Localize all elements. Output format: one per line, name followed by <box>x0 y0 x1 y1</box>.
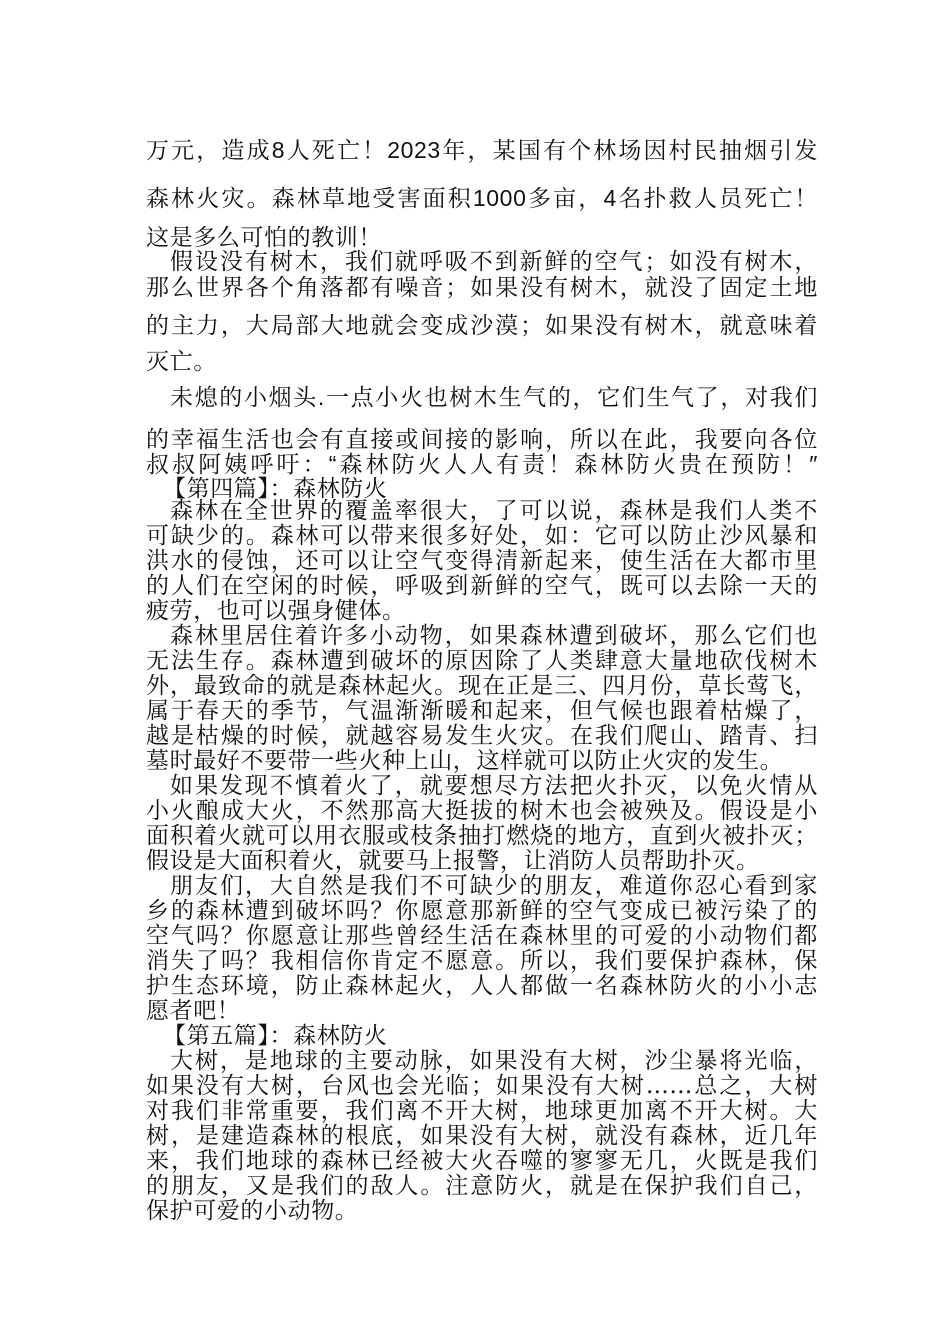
text-line: 的主力，大局部大地就会变成沙漠；如果没有树木，就意味着 <box>146 312 818 338</box>
text-line: 乡的森林遭到破坏吗？你愿意那新鲜的空气变成已被污染了的 <box>146 898 818 924</box>
section-heading-5: 【第五篇】：森林防火 <box>163 1023 388 1049</box>
text-line: 疲劳，也可以强身健体。 <box>146 598 406 624</box>
text-line: 这是多么可怕的教训！ <box>146 224 382 250</box>
text-line: 未熄的小烟头.一点小火也树木生气的，它们生气了，对我们 <box>170 384 818 410</box>
text-line: 来，我们地球的森林已经被大火吞噬的寥寥无几，火既是我们 <box>146 1148 818 1174</box>
text-line: 护生态环境，防止森林起火，人人都做一名森林防火的小小志 <box>146 973 818 999</box>
text-line: 灭亡。 <box>146 348 217 374</box>
text-line: 森林里居住着许多小动物，如果森林遭到破坏，那么它们也 <box>170 623 818 649</box>
text-line: 无法生存。森林遭到破坏的原因除了人类肆意大量地砍伐树木 <box>146 648 818 674</box>
text-line: 如果没有大树，台风也会光临；如果没有大树……总之，大树 <box>146 1073 818 1099</box>
text-line: 可缺少的。森林可以带来很多好处，如：它可以防止沙风暴和 <box>146 523 818 549</box>
section-heading-4: 【第四篇】：森林防火 <box>163 476 388 502</box>
text-line: 万元，造成8人死亡！2023年，某国有个林场因村民抽烟引发 <box>146 137 818 163</box>
text-line: 森林在全世界的覆盖率很大，了可以说，森林是我们人类不 <box>170 498 818 524</box>
text-line: 那么世界各个角落都有噪音；如果没有树木，就没了固定土地 <box>146 274 818 300</box>
text-line: 树，是建造森林的根底，如果没有大树，就没有森林，近几年 <box>146 1123 818 1149</box>
text-line: 叔叔阿姨呼吁：“森林防火人人有责！森林防火贵在预防！″ <box>146 451 818 477</box>
text-line: 的朋友，又是我们的敌人。注意防火，就是在保护我们自己， <box>146 1173 818 1199</box>
text-line: 的幸福生活也会有直接或间接的影响，所以在此，我要向各位 <box>146 426 818 452</box>
text-line: 森林火灾。森林草地受害面积1000多亩，4名扑救人员死亡！ <box>146 185 818 211</box>
text-line: 的人们在空闲的时候，呼吸到新鲜的空气，既可以去除一天的 <box>146 573 818 599</box>
text-line: 墓时最好不要带一些火种上山，这样就可以防止火灾的发生。 <box>146 748 784 774</box>
text-line: 空气吗？你愿意让那些曾经生活在森林里的可爱的小动物们都 <box>146 923 818 949</box>
text-line: 消失了吗？我相信你肯定不愿意。所以，我们要保护森林，保 <box>146 948 818 974</box>
text-line: 对我们非常重要，我们离不开大树，地球更加离不开大树。大 <box>146 1098 818 1124</box>
text-line: 面积着火就可以用衣服或枝条抽打燃烧的地方，直到火被扑灭； <box>146 823 818 849</box>
text-line: 愿者吧！ <box>146 998 241 1024</box>
text-line: 保护可爱的小动物。 <box>146 1198 359 1224</box>
text-line: 如果发现不慎着火了，就要想尽方法把火扑灭，以免火情从 <box>170 773 818 799</box>
text-line: 属于春天的季节，气温渐渐暖和起来，但气候也跟着枯燥了， <box>146 698 818 724</box>
text-line: 朋友们，大自然是我们不可缺少的朋友，难道你忍心看到家 <box>170 873 818 899</box>
text-line: 越是枯燥的时候，就越容易发生火灾。在我们爬山、踏青、扫 <box>146 723 818 749</box>
text-line: 假设是大面积着火，就要马上报警，让消防人员帮助扑灭。 <box>146 848 760 874</box>
text-line: 洪水的侵蚀，还可以让空气变得清新起来，使生活在大都市里 <box>146 548 818 574</box>
text-line: 假设没有树木，我们就呼吸不到新鲜的空气；如没有树木， <box>170 248 818 274</box>
text-line: 外，最致命的就是森林起火。现在正是三、四月份，草长莺飞， <box>146 673 818 699</box>
text-line: 小火酿成大火，不然那高大挺拔的树木也会被殃及。假设是小 <box>146 798 818 824</box>
text-line: 大树，是地球的主要动脉，如果没有大树，沙尘暴将光临， <box>170 1048 818 1074</box>
